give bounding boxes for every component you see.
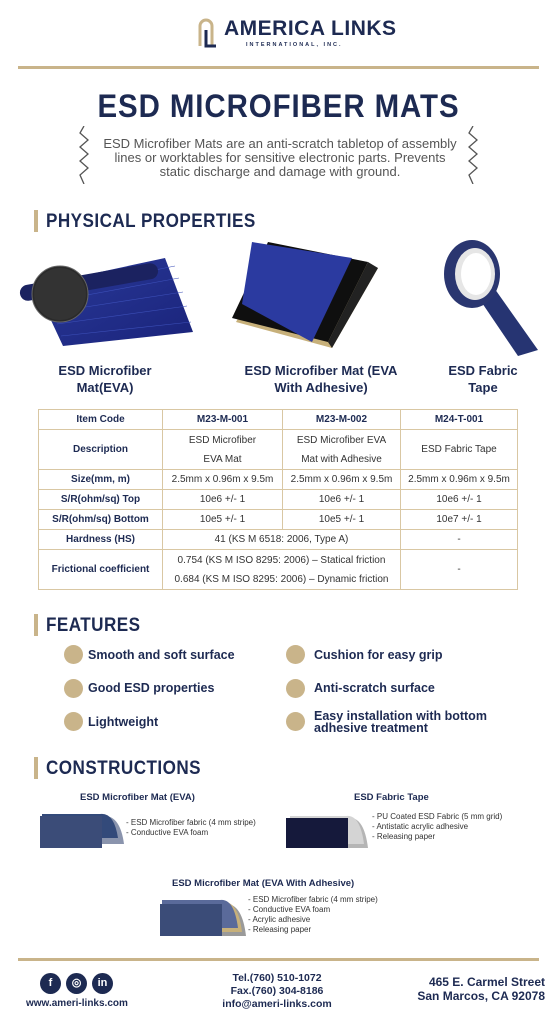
- feature-item: Easy installation with bottom adhesive treatment: [314, 709, 487, 735]
- table-cell: ESD Fabric Tape: [401, 430, 518, 470]
- layer-item: - Releasing paper: [248, 925, 312, 934]
- logo-mark: [198, 18, 218, 48]
- feature-item: Anti-scratch surface: [314, 681, 435, 695]
- footer-divider: [18, 958, 539, 961]
- layer-item: - ESD Microfiber fabric (4 mm stripe): [126, 818, 256, 827]
- fabric-tape-image: [440, 238, 540, 358]
- product-name-eva-adhesive: ESD Microfiber Mat (EVA With Adhesive): [244, 363, 398, 395]
- squiggle-right-icon: [467, 126, 479, 184]
- eva-mat-image: [15, 236, 195, 348]
- intro-text: ESD Microfiber Mats are an anti-scratch tabletop of assembly lines or worktables for sensitive electronic parts. Prevents static discharge and damage with ground.: [103, 136, 457, 179]
- cell-line: 0.684 (KS M ISO 8295: 2006) – Dynamic friction: [174, 573, 389, 585]
- physical-properties-heading: PHYSICAL PROPERTIES: [46, 211, 256, 232]
- table-header-cell: M23-M-002: [283, 410, 401, 430]
- feature-bullet-icon: [286, 679, 305, 698]
- features-heading: FEATURES: [46, 615, 141, 636]
- website-link[interactable]: www.ameri-links.com: [26, 998, 128, 1009]
- address-line: 465 E. Carmel Street: [428, 975, 545, 989]
- table-cell: 2.5mm x 0.96m x 9.5m: [163, 470, 283, 490]
- feature-bullet-icon: [64, 645, 83, 664]
- cell-line: 0.754 (KS M ISO 8295: 2006) – Statical friction: [177, 554, 386, 566]
- table-row: [39, 470, 518, 490]
- feature-item: Good ESD properties: [88, 681, 215, 695]
- layer-item: - Releasing paper: [372, 832, 436, 841]
- linkedin-icon[interactable]: in: [92, 973, 113, 994]
- section-marker: [34, 210, 38, 232]
- eva-layers-illustration: [40, 806, 125, 852]
- cell-line: Mat with Adhesive: [301, 453, 382, 465]
- layer-item: - Conductive EVA foam: [248, 905, 331, 914]
- page-title: ESD MICROFIBER MATS: [97, 88, 460, 124]
- construction-title-eva: ESD Microfiber Mat (EVA): [80, 792, 195, 803]
- table-header-cell: Item Code: [39, 410, 163, 430]
- row-label: Size(mm, m): [39, 470, 163, 490]
- brand-subtitle: INTERNATIONAL, INC.: [246, 42, 343, 48]
- table-cell: 10e7 +/- 1: [401, 510, 518, 530]
- table-cell: -: [401, 550, 518, 590]
- brand-name: AMERICA LINKS: [224, 17, 397, 40]
- layer-item: - Antistatic acrylic adhesive: [372, 822, 469, 831]
- row-label: S/R(ohm/sq) Top: [39, 490, 163, 510]
- table-cell: 2.5mm x 0.96m x 9.5m: [401, 470, 518, 490]
- table-cell: -: [401, 530, 518, 550]
- table-cell: [163, 430, 283, 470]
- layer-item: - Conductive EVA foam: [126, 828, 209, 837]
- table-cell: 10e6 +/- 1: [283, 490, 401, 510]
- table-cell: 41 (KS M 6518: 2006, Type A): [163, 530, 401, 550]
- table-cell: 10e6 +/- 1: [401, 490, 518, 510]
- section-marker: [34, 614, 38, 636]
- section-marker: [34, 757, 38, 779]
- eva-adhesive-mat-image: [228, 238, 388, 354]
- cell-line: ESD Microfiber EVA: [296, 434, 387, 446]
- table-cell: [163, 550, 401, 590]
- table-header-cell: M23-M-001: [163, 410, 283, 430]
- table-cell: 10e6 +/- 1: [163, 490, 283, 510]
- address-line: San Marcos, CA 92078: [417, 989, 545, 1003]
- feature-bullet-icon: [64, 712, 83, 731]
- row-label: S/R(ohm/sq) Bottom: [39, 510, 163, 530]
- feature-item: Smooth and soft surface: [88, 648, 235, 662]
- table-header-row: [39, 410, 518, 430]
- table-cell: 10e5 +/- 1: [283, 510, 401, 530]
- cell-line: ESD Microfiber: [188, 434, 257, 446]
- cell-line: EVA Mat: [203, 453, 242, 465]
- table-header-cell: M24-T-001: [401, 410, 518, 430]
- table-row: [39, 550, 518, 590]
- email-link[interactable]: info@ameri-links.com: [222, 998, 332, 1010]
- row-label: Description: [39, 430, 163, 470]
- layer-item: - Acrylic adhesive: [248, 915, 311, 924]
- row-label: Hardness (HS): [39, 530, 163, 550]
- fax-number: Fax.(760) 304-8186: [230, 985, 324, 997]
- feature-bullet-icon: [286, 645, 305, 664]
- table-row: [39, 510, 518, 530]
- row-label: Frictional coefficient: [39, 550, 163, 590]
- feature-bullet-icon: [64, 679, 83, 698]
- constructions-heading: CONSTRUCTIONS: [46, 758, 202, 779]
- spec-table: [38, 409, 518, 590]
- address: [400, 975, 545, 1003]
- layer-item: - ESD Microfiber fabric (4 mm stripe): [248, 895, 378, 904]
- table-cell: 10e5 +/- 1: [163, 510, 283, 530]
- facebook-icon[interactable]: f: [40, 973, 61, 994]
- table-row: [39, 530, 518, 550]
- contact-info: [212, 972, 342, 1011]
- construction-title-tape: ESD Fabric Tape: [354, 792, 429, 803]
- table-row: [39, 430, 518, 470]
- adhesive-layers-illustration: [160, 892, 248, 940]
- product-name-tape: ESD Fabric Tape: [448, 363, 518, 395]
- construction-title-adhesive: ESD Microfiber Mat (EVA With Adhesive): [172, 878, 355, 889]
- tape-layers-illustration: [286, 806, 370, 852]
- table-row: [39, 490, 518, 510]
- table-cell: [283, 430, 401, 470]
- header-divider: [18, 66, 539, 69]
- construction-layers-eva: [126, 818, 256, 838]
- feature-bullet-icon: [286, 712, 305, 731]
- layer-item: - PU Coated ESD Fabric (5 mm grid): [372, 812, 503, 821]
- feature-item: Lightweight: [88, 715, 159, 729]
- product-name-eva: ESD Microfiber Mat(EVA): [58, 363, 152, 395]
- construction-layers-tape: [372, 812, 502, 842]
- feature-item: Cushion for easy grip: [314, 648, 443, 662]
- table-cell: 2.5mm x 0.96m x 9.5m: [283, 470, 401, 490]
- instagram-icon[interactable]: ◎: [66, 973, 87, 994]
- squiggle-left-icon: [78, 126, 90, 184]
- construction-layers-adhesive: [248, 895, 378, 935]
- phone-number: Tel.(760) 510-1072: [232, 972, 322, 984]
